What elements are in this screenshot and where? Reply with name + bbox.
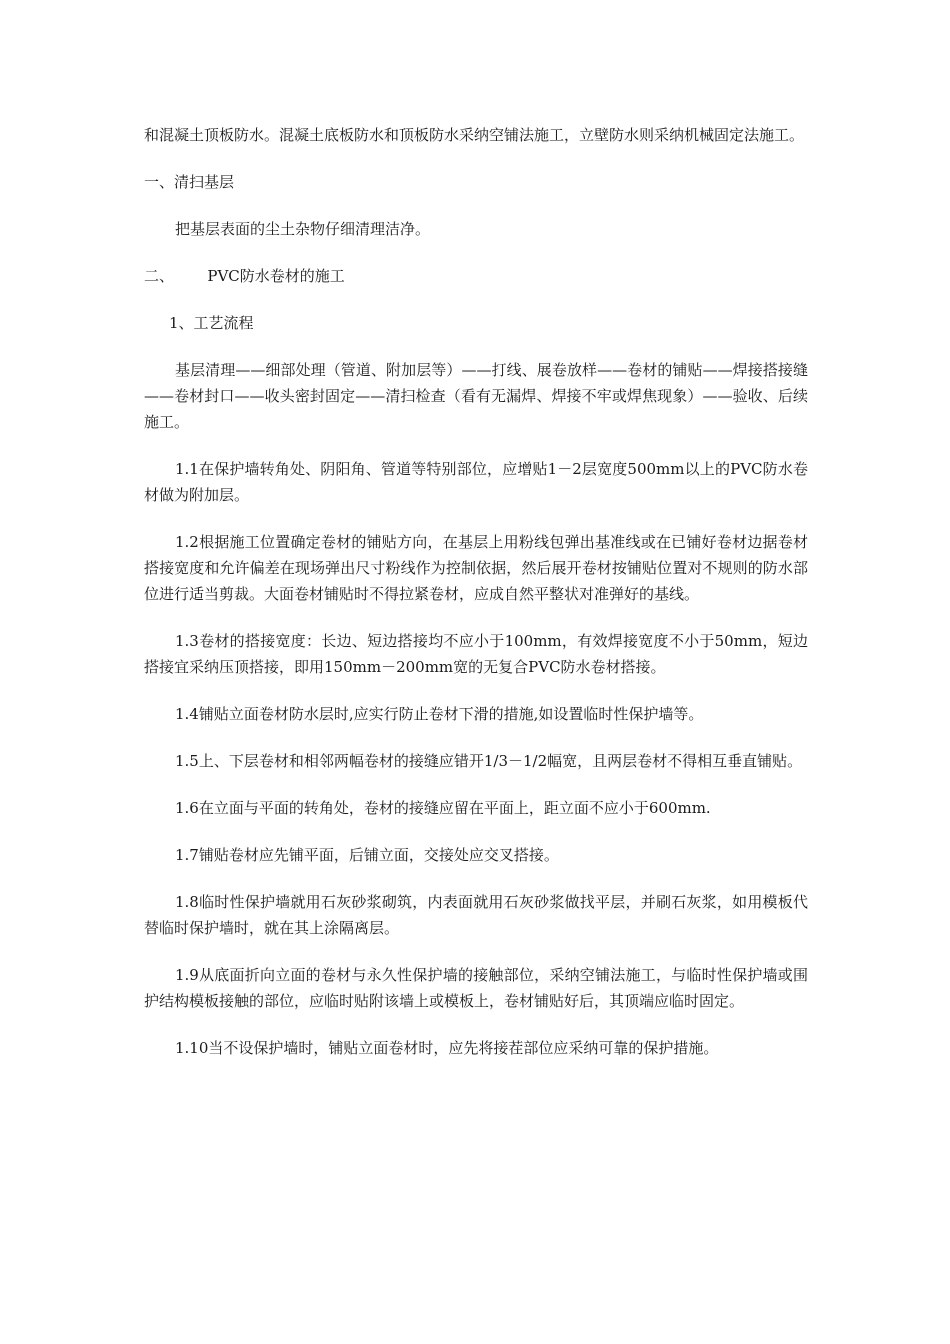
item-1-6: 1.6在立面与平面的转角处，卷材的接缝应留在平面上，距立面不应小于600mm.: [175, 799, 711, 817]
section-2-heading: 二、 PVC防水卷材的施工: [144, 267, 345, 285]
document-body: [144, 122, 808, 1082]
item-1-1: 1.1在保护墙转角处、阴阳角、管道等特别部位，应增贴1－2层宽度500mm以上的PVC防水卷材做为附加层。: [144, 460, 808, 504]
section-1-body: 把基层表面的尘土杂物仔细清理洁净。: [175, 220, 431, 238]
item-1-4: 1.4铺贴立面卷材防水层时,应实行防止卷材下滑的措施,如设置临时性保护墙等。: [175, 705, 704, 723]
section-1-heading: 一、清扫基层: [144, 173, 235, 191]
item-1-9: 1.9从底面折向立面的卷材与永久性保护墙的接触部位，采纳空铺法施工，与临时性保护墙或围护结构模板接触的部位，应临时贴附该墙上或模板上，卷材铺贴好后，其顶端应临时固定。: [144, 966, 808, 1010]
item-1-5: 1.5上、下层卷材和相邻两幅卷材的接缝应错开1/3－1/2幅宽，且两层卷材不得相互垂直铺贴。: [175, 752, 803, 770]
subsection-1-heading: 1、工艺流程: [169, 314, 254, 332]
item-1-3: 1.3卷材的搭接宽度：长边、短边搭接均不应小于100mm，有效焊接宽度不小于50mm，短边搭接宜采纳压顶搭接，即用150mm－200mm宽的无复合PVC防水卷材搭接。: [144, 632, 808, 676]
item-1-10: 1.10当不设保护墙时，铺贴立面卷材时，应先将接茬部位应采纳可靠的保护措施。: [175, 1039, 719, 1057]
item-1-8: 1.8临时性保护墙就用石灰砂浆砌筑，内表面就用石灰砂浆做找平层，并刷石灰浆，如用模板代替临时保护墙时，就在其上涂隔离层。: [144, 893, 808, 937]
item-1-7: 1.7铺贴卷材应先铺平面，后铺立面，交接处应交叉搭接。: [175, 846, 559, 864]
intro-paragraph: 和混凝土顶板防水。混凝土底板防水和顶板防水采纳空铺法施工，立壁防水则采纳机械固定法施工。: [144, 126, 805, 144]
process-flow-paragraph: 基层清理——细部处理（管道、附加层等）——打线、展卷放样——卷材的铺贴——焊接搭接缝——卷材封口——收头密封固定——清扫检查（看有无漏焊、焊接不牢或焊焦现象）——验收、后续施工。: [144, 361, 808, 431]
item-1-2: 1.2根据施工位置确定卷材的铺贴方向，在基层上用粉线包弹出基准线或在已铺好卷材边据卷材搭接宽度和允许偏差在现场弹出尺寸粉线作为控制依据，然后展开卷材按铺贴位置对不规则的防水部位进行适当剪裁。大面卷材铺贴时不得拉紧卷材，应成自然平整状对准弹好的基线。: [144, 533, 808, 603]
